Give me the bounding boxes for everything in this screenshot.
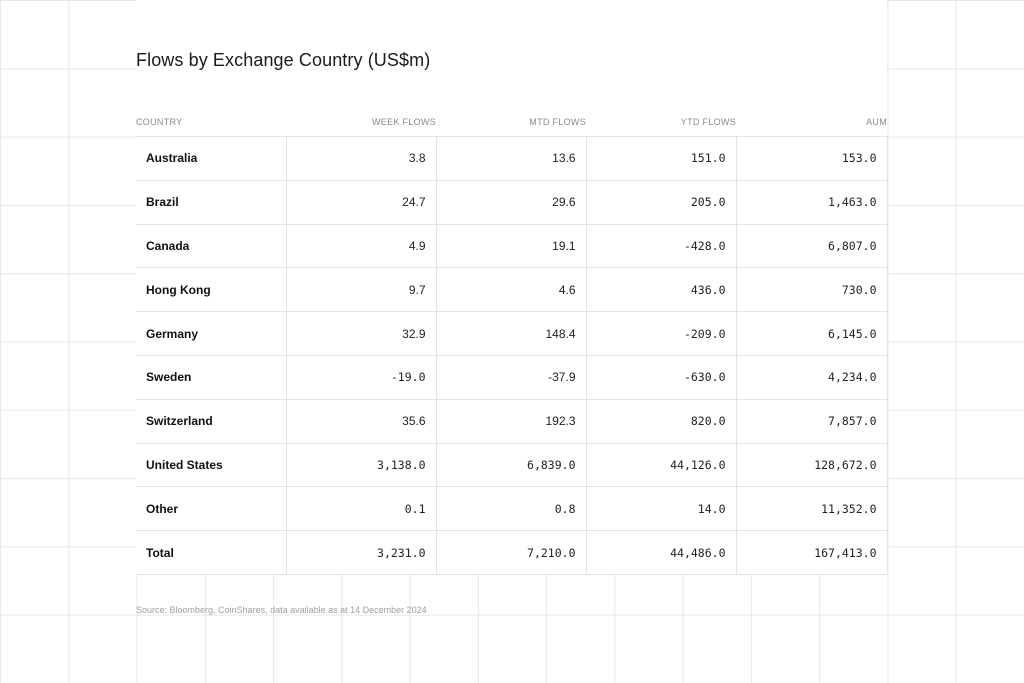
table-row [136,180,887,224]
cell-mtd-flows: 6,839.0 [436,443,586,487]
cell-mtd-flows: 13.6 [436,137,586,181]
flows-table [136,107,888,575]
cell-aum: 6,807.0 [736,224,887,268]
column-header-ytd-flows: YTD FLOWS [680,116,736,127]
cell-mtd-flows: 7,210.0 [436,531,586,575]
cell-ytd-flows: 44,486.0 [586,531,736,575]
cell-country: Canada [136,224,286,268]
cell-mtd-flows: 192.3 [436,399,586,443]
column-header-country: COUNTRY [136,116,183,127]
table-row-total [136,531,887,575]
cell-mtd-flows: -37.9 [436,355,586,399]
cell-week-flows: 4.9 [286,224,436,268]
cell-aum: 6,145.0 [736,312,887,356]
cell-aum: 730.0 [736,268,887,312]
cell-week-flows: 9.7 [286,268,436,312]
cell-week-flows: 3,138.0 [286,443,436,487]
cell-aum: 128,672.0 [736,443,887,487]
cell-aum: 11,352.0 [736,487,887,531]
cell-country: Hong Kong [136,268,286,312]
cell-ytd-flows: -630.0 [586,355,736,399]
cell-ytd-flows: 820.0 [586,399,736,443]
cell-ytd-flows: 44,126.0 [586,443,736,487]
cell-ytd-flows: 205.0 [586,180,736,224]
cell-week-flows: 3,231.0 [286,531,436,575]
cell-week-flows: 0.1 [286,487,436,531]
cell-aum: 167,413.0 [736,531,887,575]
table-row [136,355,887,399]
cell-aum: 4,234.0 [736,355,887,399]
cell-mtd-flows: 19.1 [436,224,586,268]
table-row [136,399,887,443]
cell-country: Sweden [136,355,286,399]
column-header-mtd-flows: MTD FLOWS [529,116,586,127]
header-row [136,107,887,137]
cell-week-flows: 32.9 [286,312,436,356]
cell-mtd-flows: 29.6 [436,180,586,224]
cell-aum: 1,463.0 [736,180,887,224]
cell-aum: 153.0 [736,137,887,181]
cell-week-flows: 3.8 [286,137,436,181]
cell-country: Other [136,487,286,531]
cell-ytd-flows: 436.0 [586,268,736,312]
cell-mtd-flows: 0.8 [436,487,586,531]
table-row [136,137,887,181]
cell-ytd-flows: 14.0 [586,487,736,531]
cell-country: Australia [136,137,286,181]
cell-ytd-flows: -428.0 [586,224,736,268]
cell-week-flows: 35.6 [286,399,436,443]
cell-week-flows: -19.0 [286,355,436,399]
cell-country: Total [136,531,286,575]
table-row [136,487,887,531]
cell-ytd-flows: 151.0 [586,137,736,181]
table-row [136,224,887,268]
column-header-week-flows: WEEK FLOWS [371,116,436,127]
cell-week-flows: 24.7 [286,180,436,224]
cell-country: United States [136,443,286,487]
table-row [136,443,887,487]
cell-country: Germany [136,312,286,356]
table-row [136,268,887,312]
chart-title: Flows by Exchange Country (US$m) [136,50,431,70]
cell-country: Switzerland [136,399,286,443]
cell-mtd-flows: 4.6 [436,268,586,312]
cell-ytd-flows: -209.0 [586,312,736,356]
table-row [136,312,887,356]
source-note: Source: Bloomberg, CoinShares, data available as at 14 December 2024 [136,605,427,615]
cell-country: Brazil [136,180,286,224]
column-header-aum: AUM [866,116,887,127]
cell-mtd-flows: 148.4 [436,312,586,356]
cell-aum: 7,857.0 [736,399,887,443]
